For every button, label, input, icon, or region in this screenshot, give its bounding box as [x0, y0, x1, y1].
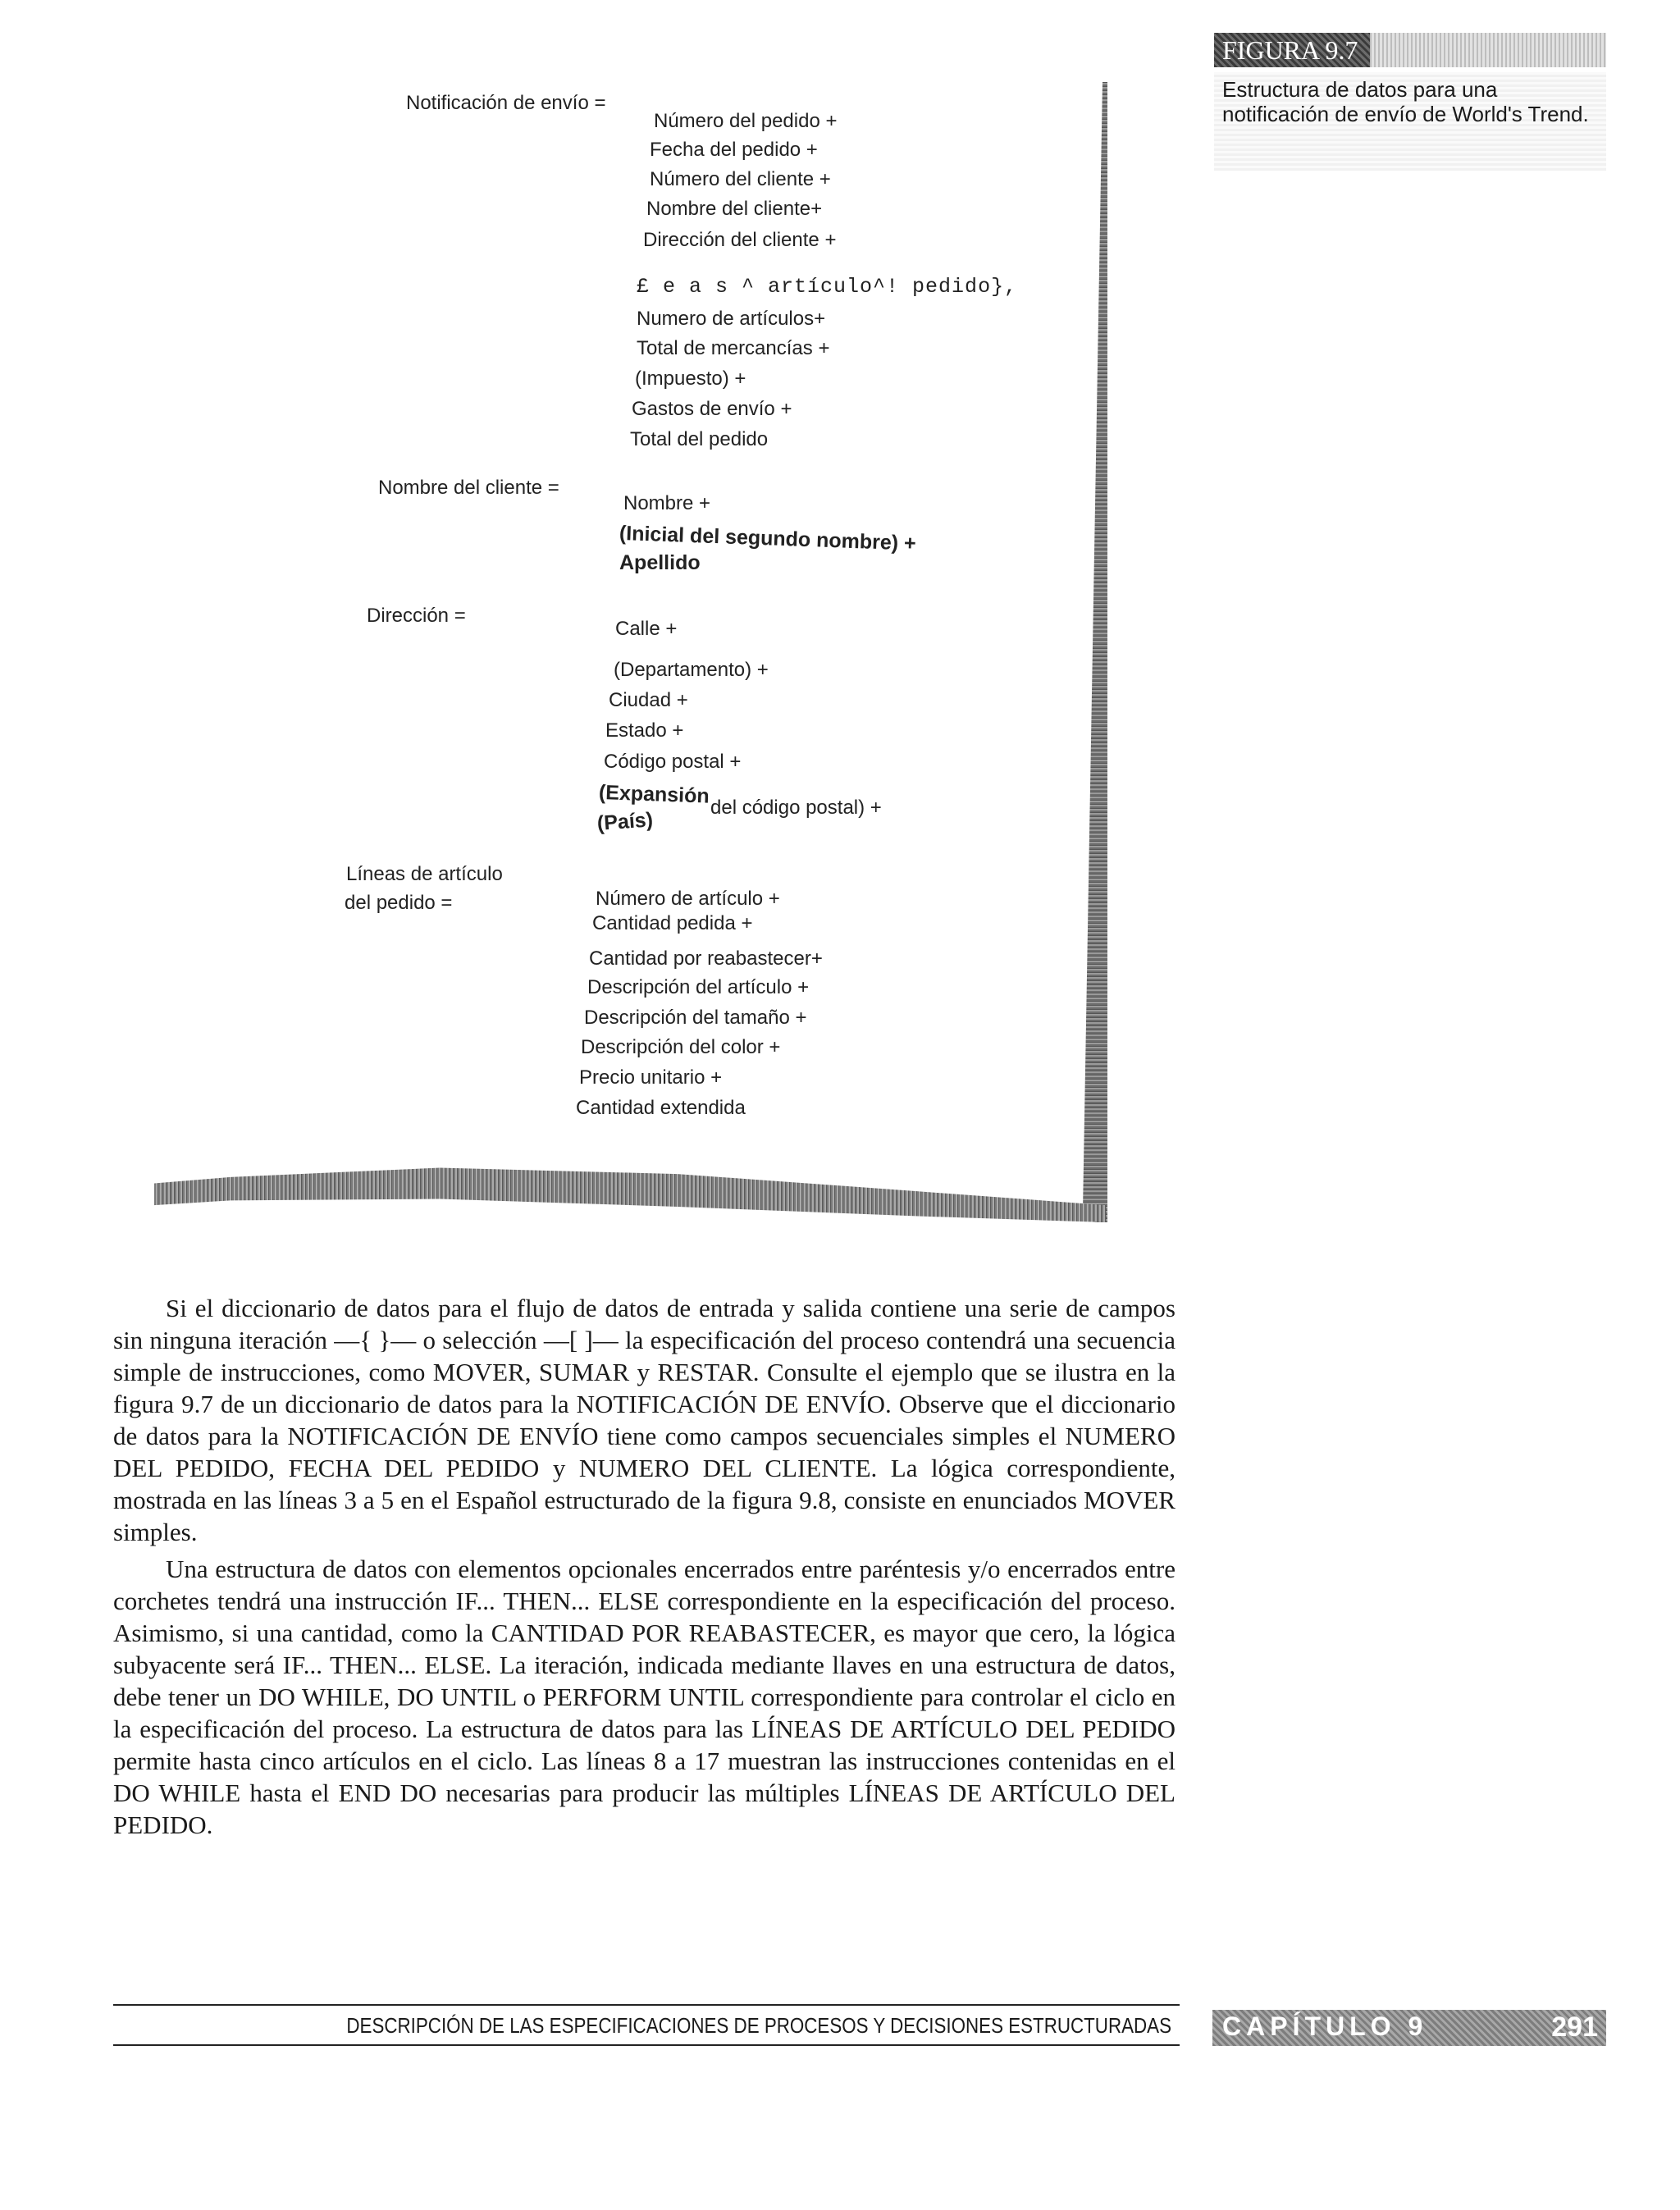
direccion-label: Dirección = [367, 605, 466, 627]
figure-caption: Estructura de datos para una notificación de envío de World's Trend. [1214, 72, 1606, 171]
notificacion-field: (Impuesto) + [635, 368, 746, 390]
direccion-field: Código postal + [604, 751, 742, 773]
notificacion-field: Gastos de envío + [632, 398, 792, 420]
direccion-field: (País) [596, 808, 654, 835]
notificacion-field: £ e a s ^ artículo^! pedido}, [637, 275, 1018, 299]
figure-label-band [1370, 33, 1606, 67]
lineas-field: Precio unitario + [579, 1066, 723, 1089]
nombre-field: (Inicial del segundo nombre) + [619, 522, 917, 555]
notificacion-field: Nombre del cliente+ [646, 198, 823, 220]
lineas-field: Descripción del artículo + [587, 976, 810, 998]
lineas-field: Cantidad por reabastecer+ [589, 947, 823, 970]
lineas-field: Cantidad extendida [576, 1097, 746, 1119]
direccion-field: (Departamento) + [614, 659, 769, 681]
figure-label: FIGURA 9.7 [1214, 33, 1370, 67]
chapter-label: CAPÍTULO 9 [1222, 2011, 1428, 2041]
notificacion-field: Número del pedido + [654, 110, 838, 132]
paragraph: Una estructura de datos con elementos opcionales encerrados entre paréntesis y/o encerrados entre corchetes tendrá una instrucción IF... THEN... ELSE correspondiente en la especificación del proceso. Asimismo, si una cantidad, como la CANTIDAD POR REABASTECER, es mayor que cero, la lógica subyacente será IF... THEN... ELSE. La iteración, indicada mediante llaves en una estructura de datos, debe tener un DO WHILE, DO UNTIL o PERFORM UNTIL correspondiente para controlar el ciclo en la especificación del proceso. La estructura de datos para las LÍNEAS DE ARTÍCULO DEL PEDIDO permite hasta cinco artículos en el ciclo. Las líneas 8 a 17 muestran las instrucciones contenidas en el DO WHILE hasta el END DO necesarias para producir las múltiples LÍNEAS DE ARTÍCULO DEL PEDIDO. [113, 1555, 1176, 1839]
direccion-field: del código postal) + [710, 797, 882, 819]
nombre-field: Nombre + [623, 492, 711, 514]
notificacion-field: Dirección del cliente + [643, 229, 837, 251]
chapter-tab [1212, 2010, 1606, 2046]
paragraph: Si el diccionario de datos para el flujo de datos de entrada y salida contiene una serie de campos sin ninguna iteración —{ }— o selección —[ ]— la especificación del proceso contendrá una secuencia simple de instrucciones, como MOVER, SUMAR y RESTAR. Consulte el ejemplo que se ilustra en la figura 9.7 de un diccionario de datos para la NOTIFICACIÓN DE ENVÍO. Observe que el diccionario de datos para la NOTIFICACIÓN DE ENVÍO tiene como campos secuenciales simples el NUMERO DEL PEDIDO, FECHA DEL PEDIDO y NUMERO DEL CLIENTE. La lógica correspondiente, mostrada en las líneas 3 a 5 en el Español estructurado de la figura 9.8, consiste en enunciados MOVER simples. [113, 1294, 1176, 1546]
notificacion-field: Fecha del pedido + [650, 139, 818, 161]
notificacion-field: Total de mercancías + [637, 337, 830, 359]
lineas-field: Descripción del color + [581, 1036, 781, 1058]
direccion-field: Calle + [615, 618, 678, 640]
direccion-field: Ciudad + [609, 689, 688, 711]
footer-rule [113, 2004, 1180, 2006]
lineas-label: Líneas de artículo [346, 863, 503, 885]
direccion-field: (Expansión [598, 781, 710, 808]
notificacion-field: Numero de artículos+ [637, 308, 826, 330]
footer-rule [113, 2044, 1180, 2046]
body-text [113, 1292, 1176, 1846]
lineas-field: Cantidad pedida + [592, 912, 753, 934]
page-number: 291 [1551, 2011, 1598, 2043]
notificacion-field: Total del pedido [630, 428, 769, 450]
lineas-label: del pedido = [345, 892, 453, 914]
running-head: DESCRIPCIÓN DE LAS ESPECIFICACIONES DE PROCESOS Y DECISIONES ESTRUCTURADAS [346, 2013, 1171, 2038]
notificacion-label: Notificación de envío = [406, 92, 606, 114]
notificacion-field: Número del cliente + [650, 168, 831, 190]
direccion-field: Estado + [605, 719, 684, 742]
lineas-field: Descripción del tamaño + [584, 1007, 807, 1029]
nombre-field: Apellido [619, 551, 701, 574]
lineas-field: Número de artículo + [596, 888, 780, 910]
nombre-label: Nombre del cliente = [378, 477, 559, 499]
